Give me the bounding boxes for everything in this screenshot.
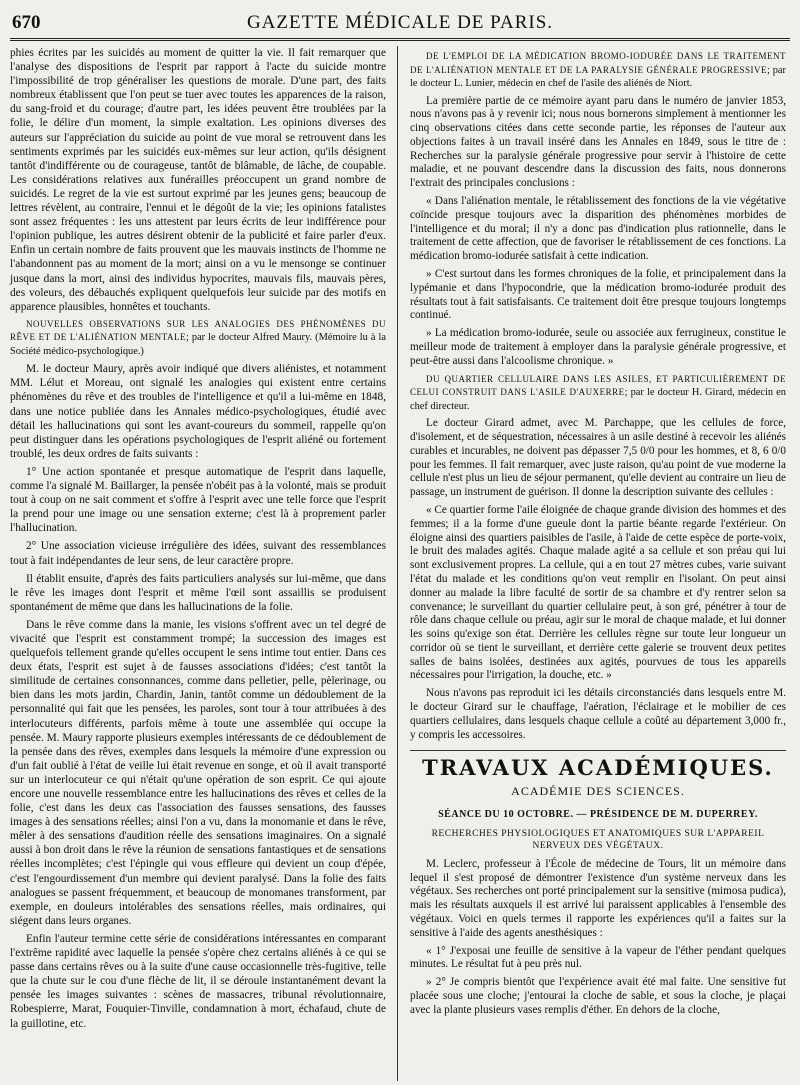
paragraph: Enfin l'auteur termine cette série de considérations intéressantes en comparant l'extrême rapidité avec laquelle la pensée s'opère chez certains aliénés à ce qui se passe dans certains rêves ou à la suite d'une cause occasionnelle très-fugitive, telle que la chute sur le cou d'une flèche de lit, il se déroule instantanément devant la pensée les images suivantes : scènes de massacres, tribunal révolutionnaire, Robespierre, Marat, Fouquier-Tinville, condamnation à mort, échafaud, chute de la guillotine, etc. [10,932,386,1030]
header-rule [10,38,790,41]
research-heading: RECHERCHES PHYSIOLOGIQUES ET ANATOMIQUES SUR L'APPAREIL NERVEUX DES VÉGÉTAUX. [431,828,765,851]
section-heading-caps: NOUVELLES OBSERVATIONS SUR LES ANALOGIES DES PHÉNOMÈNES DU RÊVE ET DE L'ALIÉNATION MENTALE [10,318,386,343]
quote-paragraph: » La médication bromo-iodurée, seule ou associée aux ferrugineux, constitue le meilleur mode de traitement à employer dans la paralysie générale progressive, et peut-être aussi dans l'alcoolisme chronique. » [410,327,786,367]
paragraph: M. le docteur Maury, après avoir indiqué que divers aliénistes, et notamment MM. Lélut et Moreau, ont signalé les analogies qui existent entre certains phénomènes du rêve et des troubles de l'intelligence et qu'il a lui-même en 1848, dans une notice publiée dans les Annales médico-psychologiques, étudié avec détail les hallucinations qui sont les avant-coureurs du sommeil, rappelle qu'on peut distinguer dans les opérations psychologiques de l'esprit aliéné ou fortement troublé, les deux ordres de faits suivants : [10,363,386,460]
journal-title: GAZETTE MÉDICALE DE PARIS. [246,12,554,33]
paragraph: 1° Une action spontanée et presque automatique de l'esprit dans laquelle, comme l'a signalé M. Baillarger, la pensée n'obéit pas à la volonté, mais se produit tout à coup on ne sait comment et s'offre à l'esprit avec une telle force que l'esprit la prend pour une image ou une sensation externe; c'est là à proprement parler l'hallucination. [10,465,386,535]
page-number: 670 [12,12,41,33]
section-separator [410,750,786,751]
section-heading [10,318,386,359]
academy-heading: ACADÉMIE DES SCIENCES. [511,783,685,798]
quote-paragraph: « Dans l'aliénation mentale, le rétablissement des fonctions de la vie végétative coïncide presque toujours avec la disparition des phénomènes morbides de l'intelligence et du moral; il n'y a donc pas d'indication plus rationnelle, dans le traitement de cette affection, que de favoriser le rétablissement de ces fonctions. La médication bromo-iodurée satisfait à cette indication. [410,195,786,263]
left-column [10,46,386,1035]
paragraph: Le docteur Girard admet, avec M. Parchappe, que les cellules de force, d'isolement, et de séquestration, nécessaires à un asile destiné à recevoir les aliénés curables et incurables, ne doivent pas dépasser 7,5 0/0 pour les hommes, et 8, 6 0/0 pour les femmes. Il fait remarquer, avec juste raison, qu'au point de vue moderne la cellule n'est plus un lieu de séjour permanent, qu'elle devient au contraire un lieu de passage, un instrument de guérison. Il donne la description suivante des cellules : [410,417,786,499]
right-column [410,46,786,1022]
banner-title: TRAVAUX ACADÉMIQUES. [422,755,774,781]
paragraph: 2° Une association vicieuse irrégulière des idées, suivant des ressemblances tout à fait indépendantes de leur sens, de leur caractère propre. [10,540,386,567]
paragraph: La première partie de ce mémoire ayant paru dans le numéro de janvier 1853, nous n'avons pas à y revenir ici; nous nous bornerons simplement à mentionner les cinq observations citées dans cette seconde partie, les réponses de l'auteur aux objections faites à un travail inséré dans les Annales en 1849, sous le titre de : Recherches sur la paralysie générale progressive pour servir à l'histoire de cette maladie, et ne pouvant descendre dans la discussion des faits, nous donnerons l'extrait des principales conclusions : [410,94,786,190]
paragraph: Il établit ensuite, d'après des faits particuliers analysés sur lui-même, que dans le rêve les images dont l'esprit et même l'œil sont assaillis se produisent spontanément de même que dans les hallucinations de la folie. [10,572,386,613]
section-heading-caps: DE L'EMPLOI DE LA MÉDICATION BROMO-IODURÉE DANS LE TRAITEMENT DE L'ALIÉNATION MENTALE ET DE LA PARALYSIE GÉNÉRALE PROGRESSIVE [410,51,786,75]
section-heading-caps: DU QUARTIER CELLULAIRE DANS LES ASILES, ET PARTICULIÈREMENT DE CELUI CONSTRUIT DANS L'ASILE D'AUXERRE [410,373,786,398]
paragraph: phies écrites par les suicidés au moment de quitter la vie. Il fait remarquer que l'analyse des dispositions de l'esprit par rapport à l'acte du suicide montre l'impossibilité de trop généraliser les questions de morale. D'une part, des faits nombreux établissent que l'on peut se tuer avec toutes les apparences de la raison, du sang-froid et du courage; d'autre part, les idées peuvent être troublées par la folie, le délire d'un moment, la simple exaltation. Les opinions diverses des auteurs sur l'appréciation du suicide au point de vue moral se retrouvent dans les sentiments exprimés par les suicidés eux-mêmes sur leur action, qu'ils désignent tantôt d'indifférente ou de courageuse, tantôt de blâmable, de lâche, de coupable. Les considérations relatives aux funérailles préoccupent un grand nombre de suicidés. Le regret de la vie est surtout exprimé par les jeunes gens; beaucoup de lettres révèlent, au contraire, l'ennui et le dégoût de la vie; les opinions fatalistes sont assez fréquentes : les uns attestent par leurs écrits de leur indifférence pour l'opinion publique, les autres désirent obtenir de la publicité et faire parler d'eux. Enfin un certain nombre de faits prouvent que les mauvais instincts de l'homme ne l'abandonnent pas au moment de la mort; ainsi on a vu le mensonge se continuer jusque dans la mort, ainsi des individus hypocrites, mauvais fils, mauvais pères, des voleurs, des débauchés expliquent quelquefois leur suicide par des motifs en apparence plausibles, honnêtes et touchants. [10,47,386,313]
paragraph: Dans le rêve comme dans la manie, les visions s'offrent avec un tel degré de vivacité que l'esprit est constamment trompé; la succession des images est quelquefois tellement grande qu'elles occupent le sens intime tout entier. Dans ces deux états, l'esprit est sujet à de fausses associations d'idées; c'est tantôt la similitude de certaines consonnances, comme dans pelletier, pelle, pèlerinage, ou bien dans les mots jardin, Chardin, Janin, tantôt comme un dédoublement de la personnalité qui fait que les pensées, les paroles, sont tour à tour attribuées à des interlocuteurs différents, parfois même à toute une assemblée qui occupe la pensée. M. Maury rapporte plusieurs exemples intéressants de ce dédoublement de la pensée dans des rêves, exemples dans lesquels la mémoire d'une expression ou d'un fait oublié à l'état de veille lui était revenue en songe, et où il avait transporté sur un interlocuteur ce qui n'était qu'une opération de son esprit. Ce qui ajoute encore une nouvelle ressemblance entre les hallucinations des rêves et celles de la folie, c'est dans les deux cas l'association des fausses sensations, des fausses images à des sensations réelles; ainsi l'on a vu, dans la monomanie et dans le rêve, mêler à des sensations d'audition réelle des sensations imaginaires. On a signalé aussi à bon droit dans le rêve la réunion de sensations fantastiques et de sensations réelles incomplètes; c'est l'épingle qui vous effleure qui devient un coup d'épée, c'est l'engourdissement d'un membre qui devient paralysé. Dans la folie des faits analogues se passent fréquemment, et beaucoup de monomanes transforment, par exemple, en douleurs intolérables des sensations réelles, mais ordinaires, qui siégent dans leurs organes. [10,618,386,927]
section-heading-rest: ; par le docteur H. Girard, médecin en chef directeur. [410,387,786,412]
quote-paragraph: « Ce quartier forme l'aile éloignée de chaque grande division des hommes et des femmes; il a la forme d'une gueule dont la partie béante regarde l'extérieur. On éloigne ainsi des quartiers paisibles de l'asile, à l'aide de cette espèce de porte-voix, le bruit des malades agités. Chaque malade agité a sa cellule et son préau qui lui sont exclusivement propres. La cellule, qui a en tout 27 mètres cubes, varie suivant l'état du malade et les conditions qu'on veut remplir en l'isolant. On peut ainsi donner au malade la libre faculté de sortir de sa chambre et d'y rentrer selon sa convenance; le surveillant du quartier cellulaire peut, à son gré, pénétrer à tour de rôle dans chaque cellule ou préau, agir sur le moral de chaque malade, et lui donner les soins qu'exige son état. Derrière les cellules règne sur toute leur longueur un corridor où se tient le surveillant, et derrière cette galerie se trouvent deux petites salles de bains isolées, destinées aux agités, pourvues de tous les appareils nécessaires pour l'irrigation, la douche, etc. » [410,503,786,682]
section-heading-rest: ; par le docteur Alfred Maury. (Mémoire lu à la Société médico-psychologique.) [10,332,386,357]
banner [410,755,786,781]
section-heading [410,373,786,414]
page-header [8,6,792,36]
quote-paragraph: » 2° Je compris bientôt que l'expérience avait été mal faite. Une sensitive fut placée sous une cloche; j'entourai la cloche de sable, et sous la cloche, je plaçai avec la plante plusieurs vases remplis d'éther. En dehors de la cloche, [410,976,786,1016]
paragraph: M. Leclerc, professeur à l'École de médecine de Tours, lit un mémoire dans lequel il s'est proposé de démontrer l'existence d'un système nerveux dans les végétaux. Ses recherches ont porté principalement sur la sensitive (mimosa pudica), mais les résultats auxquels il est arrivé lui paraissent applicables à l'ensemble des végétaux. Voici en quels termes il rapporte les expériences qu'il a faites sur la sensitive à l'aide des agents anesthésiques : [410,857,786,939]
quote-paragraph: « 1° J'exposai une feuille de sensitive à la vapeur de l'éther pendant quelques minutes. Le résultat fut à peu près nul. [410,944,786,971]
session-heading: SÉANCE DU 10 OCTOBRE. — PRÉSIDENCE DE M. DUPERREY. [438,808,758,820]
column-divider [397,46,398,1081]
quote-paragraph: » C'est surtout dans les formes chroniques de la folie, et principalement dans la lypémanie et dans l'hypocondrie, que la médication bromo-iodurée produit des résultats tout à fait satisfaisants. Ce traitement doit être presque toujours longtemps continué. [410,268,786,322]
section-heading [410,50,786,91]
paragraph: Nous n'avons pas reproduit ici les détails circonstanciés dans lesquels entre M. le docteur Girard sur le chauffage, l'aération, l'éclairage et le mobilier de ces quartiers cellulaires, dans lesquels chaque cellule a coûté au département 3,000 fr., y compris les accessoires. [410,687,786,741]
section-heading-rest: ; par le docteur L. Lunier, médecin en chef de l'asile des aliénés de Niort. [410,64,786,89]
